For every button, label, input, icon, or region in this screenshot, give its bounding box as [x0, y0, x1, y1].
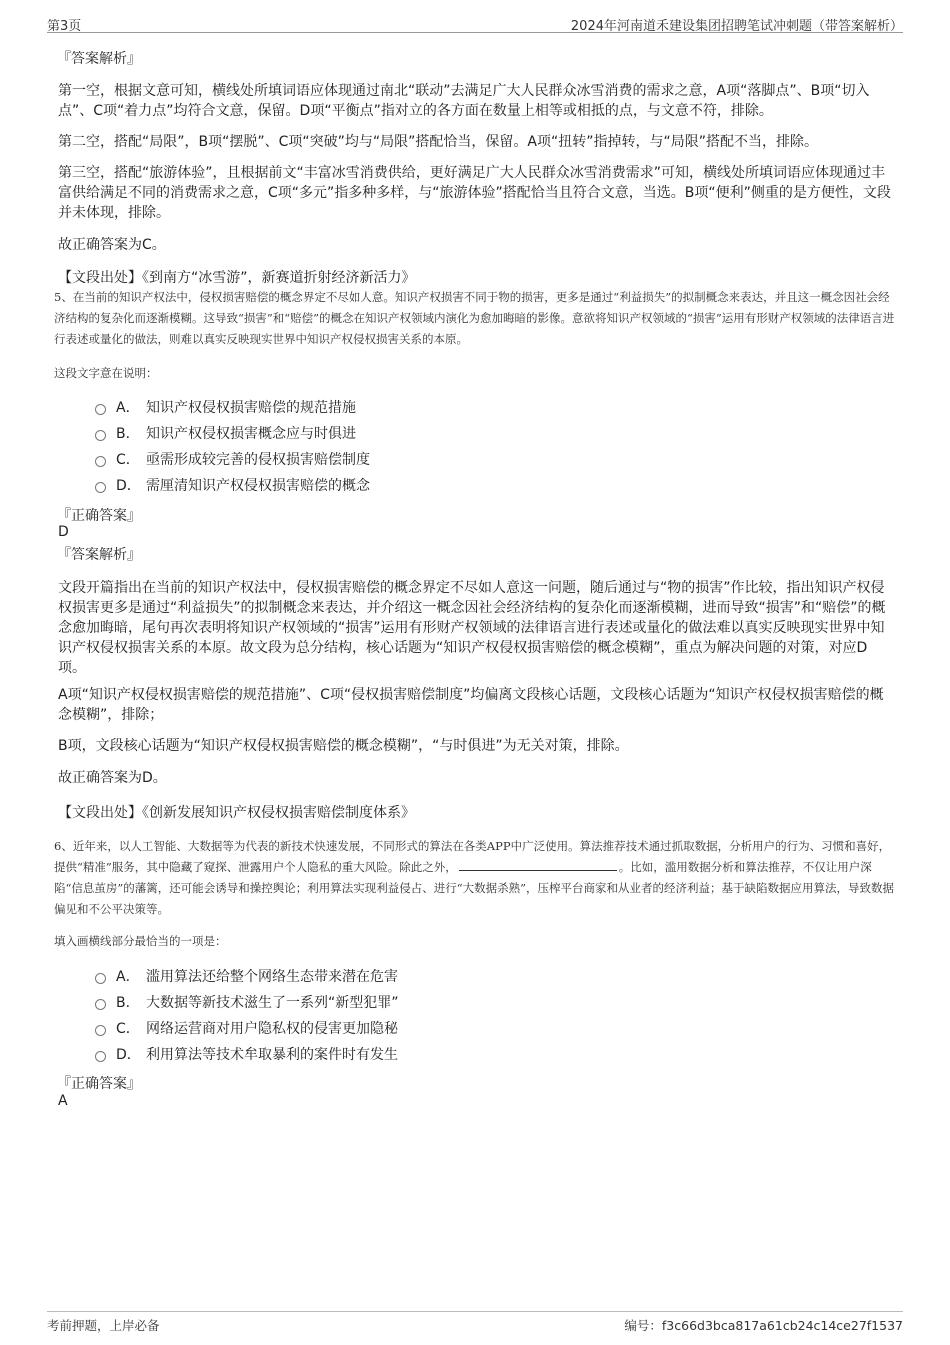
option-key: B．	[116, 995, 140, 1011]
footer-slogan: 考前押题，上岸必备	[47, 1318, 160, 1333]
document-code	[624, 1316, 903, 1334]
fill-blank	[459, 858, 617, 871]
radio-icon[interactable]	[95, 1025, 106, 1036]
correct-answer: A	[58, 1093, 68, 1109]
option-text: 知识产权侵权损害概念应与时俱进	[146, 426, 356, 442]
analysis-conclusion: 故正确答案为D。	[58, 770, 167, 786]
radio-icon[interactable]	[95, 1051, 106, 1062]
q6-option-c[interactable]	[95, 1017, 398, 1039]
question-6-text-after: 。比如，滥用数据分析和算法推荐，不仅让用户深陷“信息茧房”的藩篱，还可能会诱导和操控舆论；利用算法实现利益侵占、进行“大数据杀熟”，压榨平台商家和从业者的经济利益；基于缺陷数据应用算法，导致数据偏见和不公平决策等。	[54, 860, 895, 916]
code-value: f3c66d3bca817a61cb24c14ce27f1537	[661, 1318, 903, 1333]
analysis-paragraph: B项，文段核心话题为“知识产权侵权损害赔偿的概念模糊”，“与时俱进”为无关对策，排除。	[58, 738, 629, 754]
option-key: C．	[116, 1021, 140, 1037]
analysis-paragraph: A项“知识产权侵权损害赔偿的规范措施”、C项“侵权损害赔偿制度”均偏离文段核心话题，文段核心话题为“知识产权侵权损害赔偿的概念模糊”，排除；	[58, 687, 884, 723]
code-label: 编号：	[624, 1318, 662, 1333]
option-text: 知识产权侵权损害赔偿的规范措施	[146, 400, 356, 416]
question-6-text	[54, 836, 900, 920]
q6-option-b[interactable]	[95, 991, 399, 1013]
source-citation: 【文段出处】《到南方“冰雪游”，新赛道折射经济新活力》	[58, 270, 416, 286]
analysis-paragraph: 第三空，搭配“旅游体验”，且根据前文“丰富冰雪消费供给，更好满足广大人民群众冰雪消费需求”可知，横线处所填词语应体现通过丰富供给满足不同的消费需求之意，C项“多元”指多种多样，与“旅游体验”搭配恰当且符合文意，当选。B项“便利”侧重的是方便性，文段并未体现，排除。	[58, 165, 891, 221]
option-text: 亟需形成较完善的侵权损害赔偿制度	[146, 452, 370, 468]
analysis-paragraph: 文段开篇指出在当前的知识产权法中，侵权损害赔偿的概念界定不尽如人意这一问题，随后通过与“物的损害”作比较，指出知识产权侵权损害更多是通过“利益损失”的拟制概念来表达，并介绍这一概念因社会经济结构的复杂化而逐渐模糊，进而导致“损害”和“赔偿”的概念愈加晦暗，尾句再次表明将知识产权领域的“损害”运用有形财产权领域的法律语言进行表述或量化的做法难以真实反映现实世界中知识产权侵权损害关系的本原。故文段为总分结构，核心话题为“知识产权侵权损害赔偿的概念模糊”，重点为解决问题的对策，对应D项。	[58, 580, 886, 676]
analysis-label: 『答案解析』	[57, 547, 141, 563]
option-key: C．	[116, 452, 140, 468]
option-key: D．	[116, 1047, 141, 1063]
q5-option-d[interactable]	[95, 474, 370, 496]
analysis-paragraph: 第二空，搭配“局限”，B项“摆脱”、C项“突破”均与“局限”搭配恰当，保留。A项“扭转”指掉转，与“局限”搭配不当，排除。	[58, 134, 818, 150]
option-key: D．	[116, 478, 141, 494]
q5-option-b[interactable]	[95, 422, 356, 444]
option-text: 大数据等新技术滋生了一系列“新型犯罪”	[146, 995, 399, 1011]
q5-option-a[interactable]	[95, 396, 356, 418]
option-key: B．	[116, 426, 140, 442]
radio-icon[interactable]	[95, 482, 106, 493]
q6-option-d[interactable]	[95, 1043, 398, 1065]
radio-icon[interactable]	[95, 999, 106, 1010]
radio-icon[interactable]	[95, 404, 106, 415]
analysis-label: 『答案解析』	[57, 51, 141, 67]
q6-option-a[interactable]	[95, 965, 398, 987]
option-key: A．	[116, 969, 140, 985]
correct-answer-label: 『正确答案』	[57, 508, 141, 524]
radio-icon[interactable]	[95, 430, 106, 441]
option-text: 网络运营商对用户隐私权的侵害更加隐秘	[146, 1021, 398, 1037]
option-key: A．	[116, 400, 140, 416]
correct-answer-label: 『正确答案』	[57, 1076, 141, 1092]
option-text: 滥用算法还给整个网络生态带来潜在危害	[146, 969, 398, 985]
source-citation: 【文段出处】《创新发展知识产权侵权损害赔偿制度体系》	[58, 805, 415, 821]
option-text: 利用算法等技术牟取暴利的案件时有发生	[146, 1047, 398, 1063]
radio-icon[interactable]	[95, 973, 106, 984]
analysis-paragraph: 第一空，根据文意可知，横线处所填词语应体现通过南北“联动”去满足广大人民群众冰雪消费的需求之意，A项“落脚点”、B项“切入点”、C项“着力点”均符合文意，保留。D项“平衡点”指对立的各方面在数量上相等或相抵的点，与文意不符，排除。	[58, 83, 870, 119]
question-5-prompt: 这段文字意在说明：	[54, 366, 158, 380]
page-number: 第3页	[47, 19, 82, 34]
question-5-text: 5、在当前的知识产权法中，侵权损害赔偿的概念界定不尽如人意。知识产权损害不同于物的损害，更多是通过“利益损失”的拟制概念来表达，并且这一概念因社会经济结构的复杂化而逐渐模糊。这导致“损害”和“赔偿”的概念在知识产权领域内演化为愈加晦暗的影像。意欲将知识产权领域的“损害”运用有形财产权领域的法律语言进行表述或量化的做法，则难以真实反映现实世界中知识产权侵权损害关系的本原。	[54, 290, 895, 346]
radio-icon[interactable]	[95, 456, 106, 467]
question-6-text-before: 6、近年来，以人工智能、大数据等为代表的新技术快速发展，不同形式的算法在各类APP中广泛使用。算法推荐技术通过抓取数据，分析用户的行为、习惯和喜好，提供“精准”服务，其中隐藏了窥探、泄露用户个人隐私的重大风险。除此之外，	[54, 839, 891, 874]
document-title: 2024年河南道禾建设集团招聘笔试冲刺题（带答案解析）	[570, 19, 903, 34]
page-header	[47, 12, 903, 33]
q5-option-c[interactable]	[95, 448, 370, 470]
option-text: 需厘清知识产权侵权损害赔偿的概念	[146, 478, 370, 494]
question-6-prompt: 填入画横线部分最恰当的一项是：	[54, 934, 227, 948]
page-footer	[47, 1311, 903, 1334]
analysis-conclusion: 故正确答案为C。	[58, 237, 166, 253]
correct-answer: D	[58, 524, 69, 540]
